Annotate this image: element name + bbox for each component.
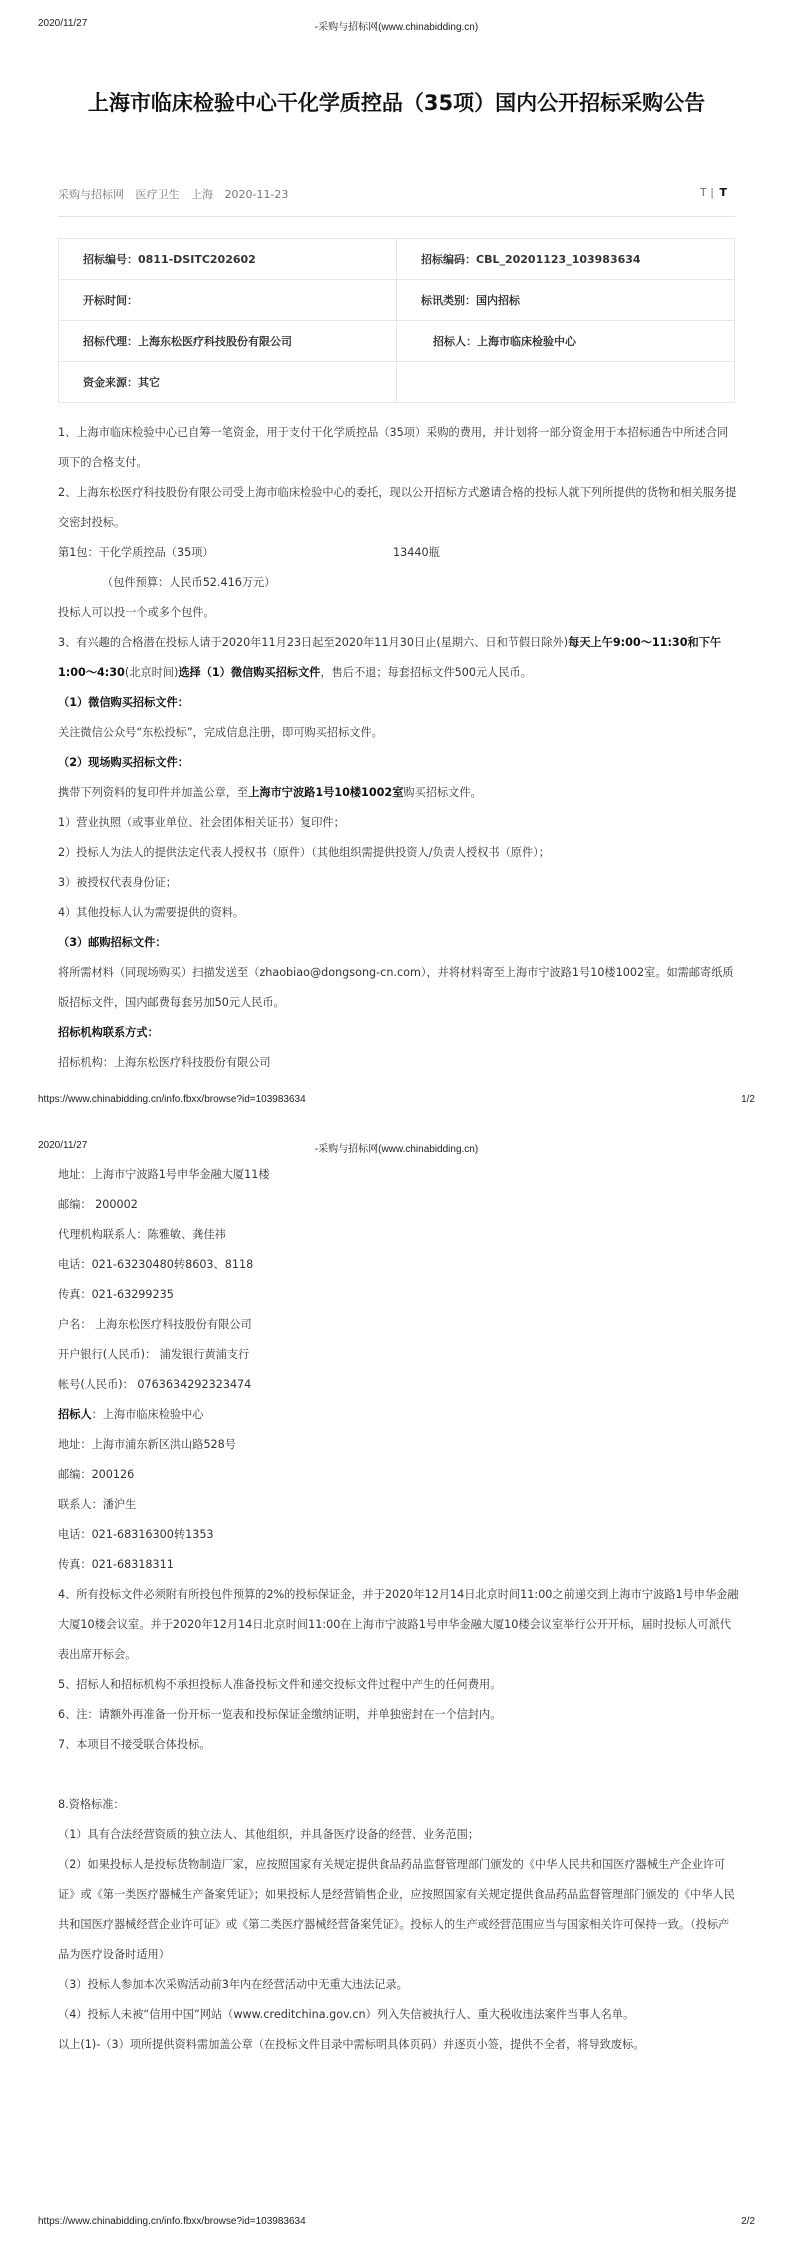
list-item: 2）投标人为法人的提供法定代表人授权书（原件）（其他组织需提供投资人/负责人授权书（原件）； (58, 846, 550, 859)
agency-phone: 电话：021-63230480转8603、8118 (58, 1258, 254, 1271)
font-large-button[interactable]: T (719, 186, 727, 199)
paragraph-3 (58, 628, 739, 688)
list-item: 1）营业执照（或事业单位、社会团体相关证书）复印件； (58, 816, 345, 829)
onsite-address: 上海市宁波路1号10楼1002室 (248, 786, 404, 799)
bid-number-cell: 招标编号：0811-DSITC202602 (59, 239, 397, 280)
onsite-purchase-text (58, 778, 739, 808)
page-number: 2/2 (741, 2216, 755, 2227)
p3-text-c: (北京时间) (124, 666, 179, 679)
print-date: 2020/11/27 (38, 18, 88, 29)
qualification-heading: 8.资格标准： (58, 1798, 125, 1811)
heading-mail-purchase: （3）邮购招标文件： (58, 936, 167, 949)
font-separator: | (710, 186, 714, 199)
announcement-body-continued (58, 1160, 739, 2060)
print-url: https://www.chinabidding.cn/info.fbxx/browse?id=103983634 (38, 1094, 306, 1105)
fund-source-cell: 资金来源：其它 (59, 362, 397, 403)
bank-name: 开户银行(人民币)： 浦发银行黄浦支行 (58, 1348, 250, 1361)
list-item: 3）被授权代表身份证； (58, 876, 177, 889)
print-site-title: -采购与招标网(www.chinabidding.cn) (314, 22, 479, 33)
empty-cell (397, 362, 735, 403)
font-small-button[interactable]: T (700, 186, 707, 199)
print-site-title: -采购与招标网(www.chinabidding.cn) (314, 1144, 479, 1155)
table-row (59, 321, 735, 362)
open-time-cell: 开标时间： (59, 280, 397, 321)
mail-purchase-text: 将所需材料（同现场购买）扫描发送至（zhaobiao@dongsong-cn.com），并将材料寄至上海市宁波路1号10楼1002室。如需邮寄纸质版招标文件，国内邮费每套另加50元人民币。 (58, 966, 734, 1009)
meta-category[interactable]: 医疗卫生 (135, 188, 180, 201)
tenderer-line (58, 1400, 739, 1430)
document-page-2 (0, 1122, 793, 2244)
paragraph-2: 2、上海东松医疗科技股份有限公司受上海市临床检验中心的委托，现以公开招标方式邀请合格的投标人就下列所提供的货物和相关服务提交密封投标。 (58, 486, 737, 529)
meta-source[interactable]: 采购与招标网 (58, 188, 124, 201)
print-url: https://www.chinabidding.cn/info.fbxx/browse?id=103983634 (38, 2216, 306, 2227)
p3-wechat-choice: 选择（1）微信购买招标文件 (178, 666, 321, 679)
package-name: 第1包：干化学质控品（35项） (58, 546, 214, 559)
agent-cell: 招标代理：上海东松医疗科技股份有限公司 (59, 321, 397, 362)
onsite-text-a: 携带下列资料的复印件并加盖公章，至 (58, 786, 249, 799)
agency-address: 地址：上海市宁波路1号申华金融大厦11楼 (58, 1168, 270, 1181)
qualification-note: 以上(1)-（3）项所提供资料需加盖公章（在投标文件目录中需标明具体页码）并逐页小签，提供不全者，将导致废标。 (58, 2038, 645, 2051)
p3-text-a: 3、有兴趣的合格潜在投标人请于2020年11月23日起至2020年11月30日止(星期六、日和节假日除外) (58, 636, 569, 649)
paragraph-1: 1、上海市临床检验中心已自筹一笔资金，用于支付干化学质控品（35项）采购的费用，并计划将一部分资金用于本招标通告中所述合同项下的合格支付。 (58, 426, 729, 469)
account-name: 户名： 上海东松医疗科技股份有限公司 (58, 1318, 252, 1331)
table-row (59, 362, 735, 403)
print-footer (38, 1094, 755, 1108)
article-meta (58, 186, 735, 200)
wechat-purchase-text: 关注微信公众号“东松投标”，完成信息注册，即可购买招标文件。 (58, 726, 383, 739)
agency-zip: 邮编： 200002 (58, 1198, 138, 1211)
tenderer-address: 地址：上海市浦东新区洪山路528号 (58, 1438, 236, 1451)
font-size-toggle (700, 186, 727, 199)
print-header (38, 18, 755, 32)
tenderer-phone: 电话：021-68316300转1353 (58, 1528, 214, 1541)
agency-contact-person: 代理机构联系人：陈雅敏、龚佳祎 (58, 1228, 226, 1241)
spacer (58, 1760, 739, 1790)
tenderer-fax: 传真：021-68318311 (58, 1558, 174, 1571)
page-title: 上海市临床检验中心干化学质控品（35项）国内公开招标采购公告 (87, 91, 706, 115)
package-note: 投标人可以投一个或多个包件。 (58, 606, 215, 619)
qualification-item: （3）投标人参加本次采购活动前3年内在经营活动中无重大违法记录。 (58, 1978, 408, 1991)
tenderer-cell: 招标人：上海市临床检验中心 (397, 321, 735, 362)
qualification-item: （2）如果投标人是投标货物制造厂家，应按照国家有关规定提供食品药品监督管理部门颁发的《中华人民共和国医疗器械生产企业许可证》或《第一类医疗器械生产备案凭证》；如果投标人是经营销售企业，应按照国家有关规定提供食品药品监督管理部门颁发的《中华人民共和国医疗器械经营企业许可证》或《第二类医疗器械经营备案凭证》。投标人的生产或经营范围应当与国家相关许可保持一致。（投标产品为医疗设备时适用） (58, 1858, 735, 1961)
bid-info-table (58, 238, 735, 403)
tenderer-label: 招标人 (58, 1408, 92, 1421)
divider (58, 216, 735, 217)
agency-fax: 传真：021-63299235 (58, 1288, 174, 1301)
table-row (59, 280, 735, 321)
tenderer-zip: 邮编：200126 (58, 1468, 135, 1481)
paragraph-4: 4、所有投标文件必须附有所投包件预算的2%的投标保证金，并于2020年12月14日北京时间11:00之前递交到上海市宁波路1号申华金融大厦10楼会议室。并于2020年12月14日北京时间11:00在上海市宁波路1号申华金融大厦10楼会议室举行公开开标，届时投标人可派代表出席开标会。 (58, 1588, 739, 1661)
print-footer (38, 2216, 755, 2230)
paragraph-5: 5、招标人和招标机构不承担投标人准备投标文件和递交投标文件过程中产生的任何费用。 (58, 1678, 502, 1691)
tenderer-contact: 联系人：潘沪生 (58, 1498, 137, 1511)
heading-wechat-purchase: （1）微信购买招标文件： (58, 696, 189, 709)
package-quantity: 13440瓶 (393, 546, 440, 559)
package-budget: （包件预算：人民币52.416万元） (102, 576, 276, 589)
bid-code-cell: 招标编码：CBL_20201123_103983634 (397, 239, 735, 280)
package-line (58, 538, 739, 568)
paragraph-6: 6、注：请额外再准备一份开标一览表和投标保证金缴纳证明，并单独密封在一个信封内。 (58, 1708, 502, 1721)
paragraph-7: 7、本项目不接受联合体投标。 (58, 1738, 211, 1751)
bid-type-cell: 标讯类别：国内招标 (397, 280, 735, 321)
onsite-text-c: 购买招标文件。 (403, 786, 482, 799)
print-header (38, 1140, 755, 1154)
meta-region[interactable]: 上海 (191, 188, 213, 201)
qualification-item: （4）投标人未被“信用中国”网站（www.creditchina.gov.cn）列入失信被执行人、重大税收违法案件当事人名单。 (58, 2008, 635, 2021)
p3-text-e: ，售后不退；每套招标文件500元人民币。 (320, 666, 532, 679)
agency-name: 招标机构：上海东松医疗科技股份有限公司 (58, 1056, 271, 1069)
meta-date: 2020-11-23 (224, 188, 289, 201)
heading-onsite-purchase: （2）现场购买招标文件： (58, 756, 189, 769)
list-item: 4）其他投标人认为需要提供的资料。 (58, 906, 245, 919)
qualification-item: （1）具有合法经营资质的独立法人、其他组织，并具备医疗设备的经营、业务范围； (58, 1828, 480, 1841)
p3-hours: 每天上午9:00～11:30和下午1:00～4:30 (58, 636, 722, 679)
table-row (59, 239, 735, 280)
heading-agency-contact: 招标机构联系方式： (58, 1026, 159, 1039)
account-number: 帐号(人民币)： 076363429​2323474 (58, 1378, 252, 1391)
tenderer-name: ：上海市临床检验中心 (91, 1408, 204, 1421)
print-date: 2020/11/27 (38, 1140, 88, 1151)
announcement-body (58, 418, 739, 1078)
page-number: 1/2 (741, 1094, 755, 1105)
